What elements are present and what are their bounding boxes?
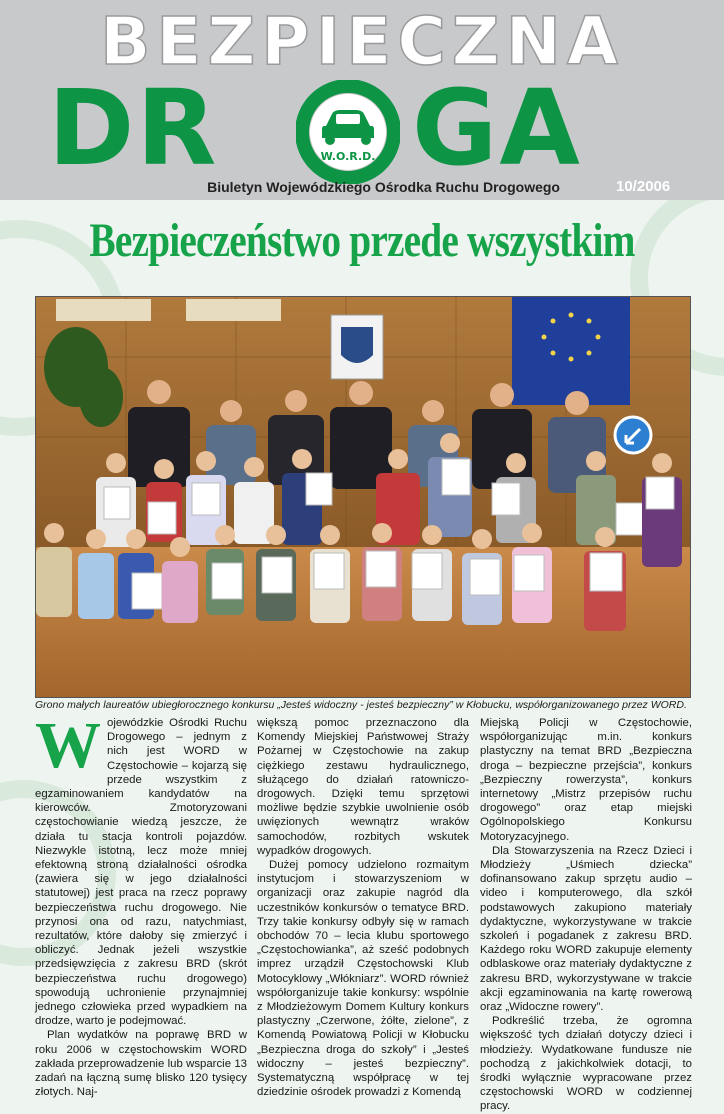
logo-text: W.O.R.D. bbox=[320, 150, 376, 163]
article-column-3 bbox=[480, 716, 692, 1114]
article-paragraph: większą pomoc przeznaczono dla Komendy Miejskiej Państwowej Straży Pożarnej w Częstochowie na zakup ciężkiego zestawu hydraulicznego, służącego do działań ratowniczo-drogowych. Dzięki temu sprzętowi możliwe będzie szybkie uwolnienie osób uwięzionych wewnątrz wraków samochodów, rozbitych wskutek wypadków drogowych. bbox=[257, 717, 469, 857]
article-paragraph: Miejską Policji w Częstochowie, współorganizując m.in. konkurs plastyczny na temat BRD „Bezpieczna droga – bezpieczne przejścia”, konkurs „Bezpieczny rowerzysta”, konkurs internetowy „Mistrz przepisów ruchu drogowego” oraz etap miejski Ogólnopolskiego Konkursu Motoryzacyjnego. bbox=[480, 717, 692, 843]
masthead-title-top: BEZPIECZNA bbox=[100, 3, 624, 80]
photo-caption: Grono małych laureatów ubiegłorocznego konkursu „Jesteś widoczny - jesteś bezpieczny” w Kłobucku, współorganizowanego przez WORD. bbox=[35, 699, 687, 711]
article-paragraph: Podkreślić trzeba, że ogromna większość tych działań dotyczy dzieci i młodzieży. Wydatkowane fundusze nie pochodzą z jakichkolwiek dotacji, to środki wyłącznie wypracowane przez częstochowski WORD w codziennej pracy. bbox=[480, 1015, 692, 1113]
drop-cap: W bbox=[35, 709, 101, 782]
masthead bbox=[0, 0, 724, 200]
article-photo bbox=[35, 296, 691, 698]
masthead-title-left: DR bbox=[48, 67, 219, 189]
article-paragraph: ojewódzkie Ośrodki Ruchu Drogowego – jednym z nich jest WORD w Częstochowie – kojarzą się przede wszystkim z egzaminowaniem kandydatów na kierowców. Zmotoryzowani częstochowianie wiedzą jeszcze, że działa tu stacja kontroli pojazdów. Niezwykle istotną, lecz może mniej efektowną stroną działalności ośrodka (zawiera się w jego działalności statutowej) jest praca na rzecz poprawy bezpieczeństwa ruchu drogowego. Nie przynosi ona od razu, natychmiast, rezultatów, które dałoby się zmierzyć i obliczyć. Jednak jeżeli wszystkie przedsięwzięcia z zakresu BRD (skrót bezpieczeństwa ruchu drogowego) spowodują uchronienie przynajmniej jednego człowieka przed wypadkiem na drodze, warto je podejmować. bbox=[35, 717, 247, 1028]
issue-number: 10/2006 bbox=[616, 178, 671, 195]
article-column-2 bbox=[257, 716, 469, 1099]
article-headline: Bezpieczeństwo przede wszystkim bbox=[89, 214, 635, 267]
article-paragraph: Plan wydatków na poprawę BRD w roku 2006 w częstochowskim WORD zakłada przeprowadzenie lub wsparcie 13 zadań na łączną sumę blisko 120 tysięcy złotych. Naj- bbox=[35, 1029, 247, 1099]
bulletin-subtitle: Biuletyn Wojewódzkiego Ośrodka Ruchu Drogowego bbox=[207, 179, 560, 195]
article-column-1 bbox=[35, 709, 247, 1099]
word-logo-icon bbox=[296, 80, 400, 184]
article-paragraph: Dla Stowarzyszenia na Rzecz Dzieci i Młodzieży „Uśmiech dziecka” dofinansowano zakup sprzętu audio – video i komputerowego, dla szkół podstawowych zakupiono materiały dydaktyczne, wykorzystywane w trakcie szkoleń i pogadanek z zakresu BRD. Każdego roku WORD zakupuje elementy odblaskowe oraz materiały dydaktyczne z zakresu BRD, wykorzystywane w trakcie akcji egzaminowania na kartę rowerową oraz „Widoczne rowery”. bbox=[480, 844, 692, 1014]
masthead-title-right: GA bbox=[412, 67, 582, 189]
group-photo-image bbox=[36, 297, 690, 697]
article-paragraph: Dużej pomocy udzielono rozmaitym instytucjom i stowarzyszeniom w organizacji oraz zakupie nagród dla uczestników konkursów o tematyce BRD. Trzy takie konkursy odbyły się w ramach obchodów 70 – lecia klubu sportowego „Częstochowianka”, aż sześć podobnych imprez urządził Częstochowski Klub Motocyklowy „Włókniarz”. WORD również współorganizuje takie konkursy: wspólnie z Młodzieżowym Domem Kultury konkurs plastyczny „Czerwone, żółte, zielone”, z Komendą Powiatową Policji w Kłobucku „Bezpieczna droga do szkoły” i „Jesteś widoczny – jesteś bezpieczny”. Systematyczną współpracę w tej dziedzinie ośrodek prowadzi z Komendą bbox=[257, 859, 469, 1099]
